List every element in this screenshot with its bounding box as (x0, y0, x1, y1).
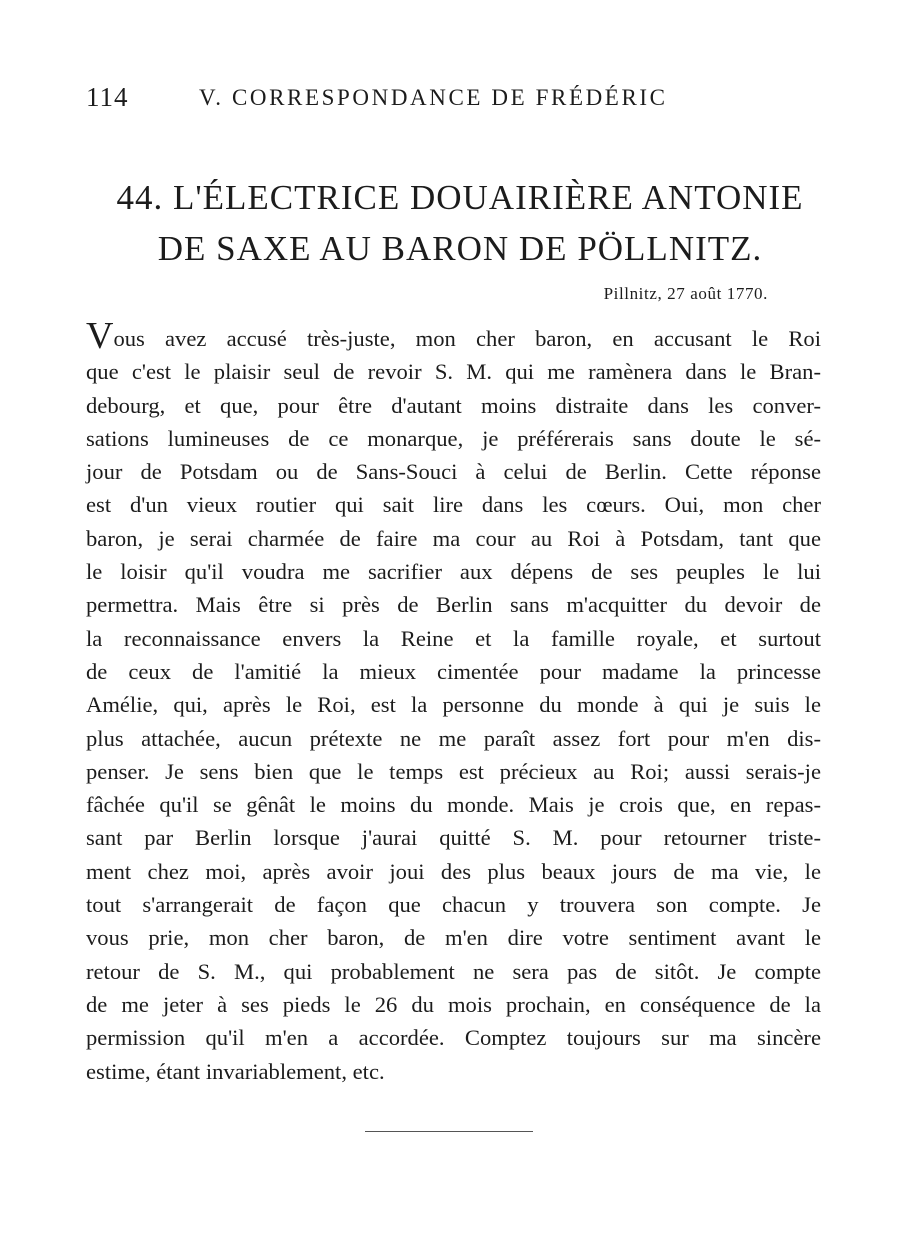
body-line: permettra. Mais être si près de Berlin sans m'acquitter du devoir de (86, 592, 821, 618)
body-line: vous prie, mon cher baron, de m'en dire votre sentiment avant le (86, 925, 821, 951)
closing-rule (365, 1131, 533, 1132)
letter-title-line: 44. L'ÉLECTRICE DOUAIRIÈRE ANTONIE (116, 178, 804, 217)
body-line: permission qu'il m'en a accordée. Comptez toujours sur ma sincère (86, 1025, 821, 1051)
body-line: Amélie, qui, après le Roi, est la personne du monde à qui je suis le (86, 692, 821, 718)
body-line: fâchée qu'il se gênât le moins du monde. Mais je crois que, en repas- (86, 792, 821, 818)
letter-body (86, 315, 821, 1088)
running-title: V. CORRESPONDANCE DE FRÉDÉRIC (199, 85, 668, 110)
body-line: le loisir qu'il voudra me sacrifier aux dépens de ses peuples le lui (86, 559, 821, 585)
letter-title (100, 172, 820, 274)
body-line: ment chez moi, après avoir joui des plus beaux jours de ma vie, le (86, 858, 821, 884)
first-line-text: ous avez accusé très-juste, mon cher baron, en accusant le Roi (113, 326, 821, 351)
running-head (86, 82, 726, 118)
body-line: penser. Je sens bien que le temps est précieux au Roi; aussi serais-je (86, 758, 821, 784)
body-line: estime, étant invariablement, etc. (86, 1058, 385, 1084)
drop-cap: V (86, 315, 114, 357)
body-line: sations lumineuses de ce monarque, je préférerais sans doute le sé- (86, 425, 821, 451)
body-line: plus attachée, aucun prétexte ne me paraît assez fort pour m'en dis- (86, 725, 821, 751)
body-line: retour de S. M., qui probablement ne sera pas de sitôt. Je compte (86, 958, 821, 984)
body-line: que c'est le plaisir seul de revoir S. M. qui me ramènera dans le Bran- (86, 359, 821, 385)
letter-title-line: DE SAXE AU BARON DE PÖLLNITZ. (157, 229, 763, 268)
body-line: de me jeter à ses pieds le 26 du mois prochain, en conséquence de la (86, 991, 821, 1017)
body-line: debourg, et que, pour être d'autant moins distraite dans les conver- (86, 392, 821, 418)
body-line: est d'un vieux routier qui sait lire dans les cœurs. Oui, mon cher (86, 492, 821, 518)
page-number: 114 (86, 82, 129, 112)
body-line (86, 315, 821, 357)
dateline: Pillnitz, 27 août 1770. (603, 284, 768, 303)
body-line: de ceux de l'amitié la mieux cimentée pour madame la princesse (86, 658, 821, 684)
body-line: sant par Berlin lorsque j'aurai quitté S. M. pour retourner triste- (86, 825, 821, 851)
body-line: la reconnaissance envers la Reine et la famille royale, et surtout (86, 625, 821, 651)
body-line: baron, je serai charmée de faire ma cour au Roi à Potsdam, tant que (86, 525, 821, 551)
body-line: jour de Potsdam ou de Sans-Souci à celui de Berlin. Cette réponse (86, 459, 821, 485)
body-line: tout s'arrangerait de façon que chacun y trouvera son compte. Je (86, 892, 821, 918)
